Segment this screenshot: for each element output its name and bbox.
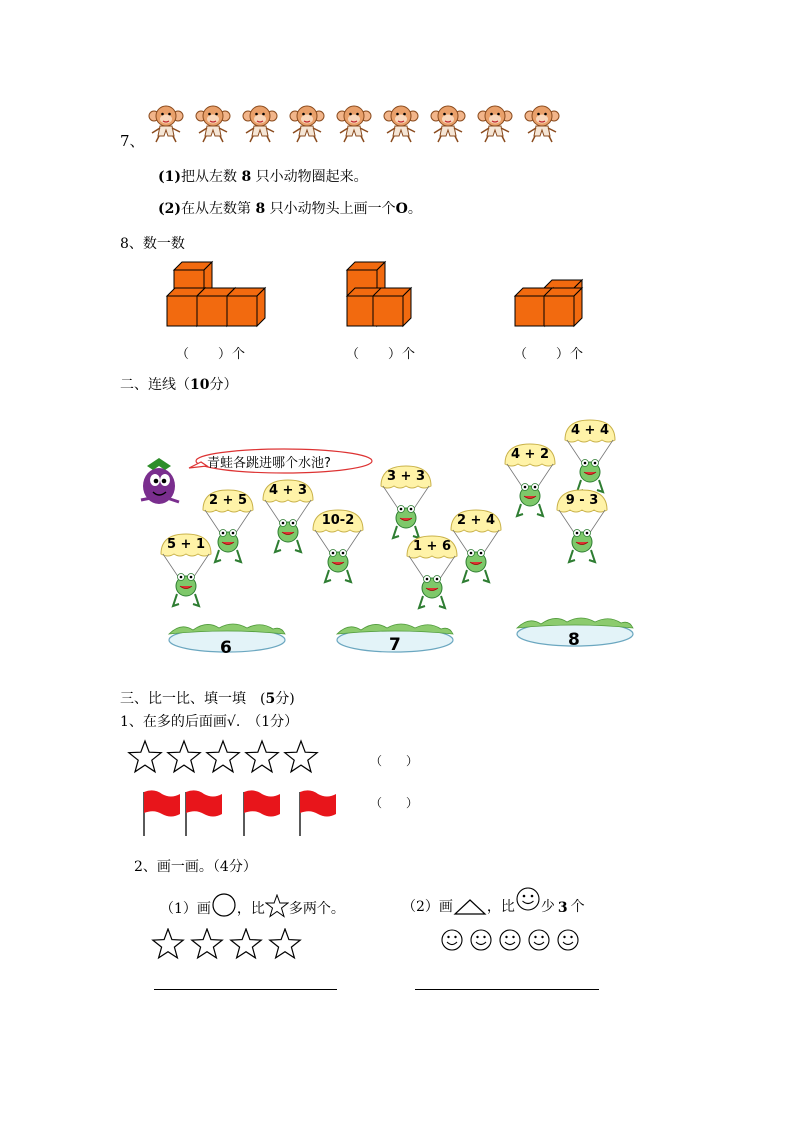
- q2a-text-c: 多两个。: [288, 901, 345, 917]
- flag-icon: [144, 790, 180, 836]
- section2-title-b: 分）: [209, 377, 238, 393]
- smiley-icon: [529, 930, 549, 950]
- star-icon: [153, 929, 183, 958]
- section3-q2: 2、画一画。（4分）: [134, 859, 257, 875]
- cube-front: [227, 296, 257, 326]
- q2b-text-b: ，比: [486, 899, 515, 915]
- cube-group-2: [347, 262, 411, 326]
- section2-title-bold: 10: [190, 377, 210, 393]
- star-icon: [129, 741, 161, 772]
- cube-figure-2: [340, 258, 420, 330]
- star-icon: [207, 741, 239, 772]
- star-icon: [192, 929, 222, 958]
- q2b-text-a: （2）画: [402, 899, 453, 915]
- parachute-frog[interactable]: [405, 534, 459, 616]
- section2-title: [120, 374, 237, 394]
- cube-front: [544, 296, 574, 326]
- q7-sub2: [158, 198, 422, 218]
- cube-front: [197, 296, 227, 326]
- q8-blank-3[interactable]: （ ）个: [514, 347, 585, 362]
- q2a-text-b: ，比: [236, 901, 265, 917]
- pond-label-8: 8: [568, 630, 580, 650]
- parachute-frog[interactable]: [503, 442, 557, 524]
- monkey-icon[interactable]: [381, 104, 421, 144]
- star-icon: [168, 741, 200, 772]
- q7-sub1-bold: 8: [241, 169, 252, 185]
- parachute-frog[interactable]: [311, 508, 365, 590]
- q2a-instruction: [160, 892, 345, 918]
- monkey-icon[interactable]: [146, 104, 186, 144]
- smiley-icon: [515, 886, 541, 916]
- q2b-instruction: [402, 886, 585, 916]
- star-icon: [285, 741, 317, 772]
- star-row-2: [150, 928, 310, 962]
- q2b-text-d: 个: [570, 899, 585, 915]
- q2b-bold: 3: [557, 900, 568, 916]
- flag-row: [138, 786, 348, 838]
- star-row-1: [127, 738, 327, 778]
- cube-front: [373, 296, 403, 326]
- q7-sub2-bold2: O: [395, 201, 408, 217]
- smiley-icon: [558, 930, 578, 950]
- q7-sub2-text-b: 只小动物头上画一个: [269, 201, 396, 217]
- monkey-icon[interactable]: [522, 104, 562, 144]
- parachute-label: 2 + 4: [456, 513, 496, 528]
- cube-figure-3: [510, 278, 590, 330]
- monkey-icon[interactable]: [240, 104, 280, 144]
- cube-group-1: [167, 262, 265, 326]
- q8-blank-2[interactable]: （ ）个: [346, 347, 417, 362]
- parachute-label: 4 + 3: [268, 483, 308, 498]
- parachute-label: 9 - 3: [565, 493, 599, 508]
- q2b-text-c: 少: [540, 899, 555, 915]
- q7-sub2-end: 。: [407, 201, 422, 217]
- flag-icon: [186, 790, 222, 836]
- monkey-icon[interactable]: [475, 104, 515, 144]
- section3-title-b: 分): [275, 691, 295, 707]
- cube-front: [167, 296, 197, 326]
- q7-sub1-num: (1): [158, 169, 181, 185]
- star-icon: [246, 741, 278, 772]
- section3-title: [120, 688, 295, 708]
- monkey-icon[interactable]: [334, 104, 374, 144]
- q7-sub2-text-a: 在从左数第: [181, 201, 251, 217]
- frog-scene: [135, 418, 635, 660]
- circle-icon: [211, 892, 237, 918]
- answer-paren-flags[interactable]: （ ）: [370, 796, 419, 810]
- monkey-icon[interactable]: [428, 104, 468, 144]
- pond-label-7: 7: [389, 635, 401, 655]
- parachute-label: 4 + 2: [510, 447, 550, 462]
- parachute-label: 4 + 4: [570, 423, 610, 438]
- q7-sub1: [158, 166, 368, 186]
- smiley-icon: [471, 930, 491, 950]
- answer-paren-stars[interactable]: （ ）: [370, 754, 419, 768]
- smiley-icon: [442, 930, 462, 950]
- parachute-frog[interactable]: [555, 488, 609, 570]
- speech-text: 青蛙各跳进哪个水池?: [207, 456, 331, 471]
- parachute-label: 3 + 3: [386, 469, 426, 484]
- star-icon: [231, 929, 261, 958]
- parachute-label: 1 + 6: [412, 539, 452, 554]
- section3-title-bold: 5: [265, 691, 276, 707]
- parachute-label: 5 + 1: [166, 537, 206, 552]
- answer-line-2[interactable]: [415, 989, 599, 990]
- flag-icon: [244, 790, 280, 836]
- parachute-frog[interactable]: [159, 532, 213, 614]
- q7-sub2-num: (2): [158, 201, 181, 217]
- cube-group-3: [515, 280, 582, 326]
- triangle-icon: [453, 898, 487, 916]
- parachute-label: 2 + 5: [208, 493, 248, 508]
- q7-number: 7、: [120, 132, 145, 150]
- cube-front: [515, 296, 545, 326]
- section3-q1: 1、在多的后面画√. （1分）: [120, 714, 299, 730]
- flag-icon: [300, 790, 336, 836]
- q2a-text-a: （1）画: [160, 901, 211, 917]
- smiley-row: [440, 928, 590, 954]
- q7-sub1-text-a: 把从左数: [181, 169, 237, 185]
- star-icon: [265, 894, 289, 918]
- section2-title-a: 二、连线（: [120, 377, 190, 393]
- eggplant-icon: [137, 446, 183, 508]
- parachute-frog[interactable]: [261, 478, 315, 560]
- answer-line-1[interactable]: [154, 989, 337, 990]
- q7-sub1-text-b: 只小动物圈起来。: [255, 169, 368, 185]
- q8-blank-1[interactable]: （ ）个: [176, 347, 247, 362]
- smiley-icon: [500, 930, 520, 950]
- cube-figure-1: [160, 258, 270, 330]
- parachute-label: 10-2: [321, 513, 355, 528]
- star-icon: [270, 929, 300, 958]
- q7-sub2-bold: 8: [255, 201, 266, 217]
- section3-title-a: 三、比一比、填一填 (: [120, 691, 266, 707]
- monkey-icon[interactable]: [287, 104, 327, 144]
- q8-title: 8、数一数: [120, 236, 185, 252]
- monkey-row: [146, 104, 562, 144]
- monkey-icon[interactable]: [193, 104, 233, 144]
- pond-label-6: 6: [220, 638, 232, 658]
